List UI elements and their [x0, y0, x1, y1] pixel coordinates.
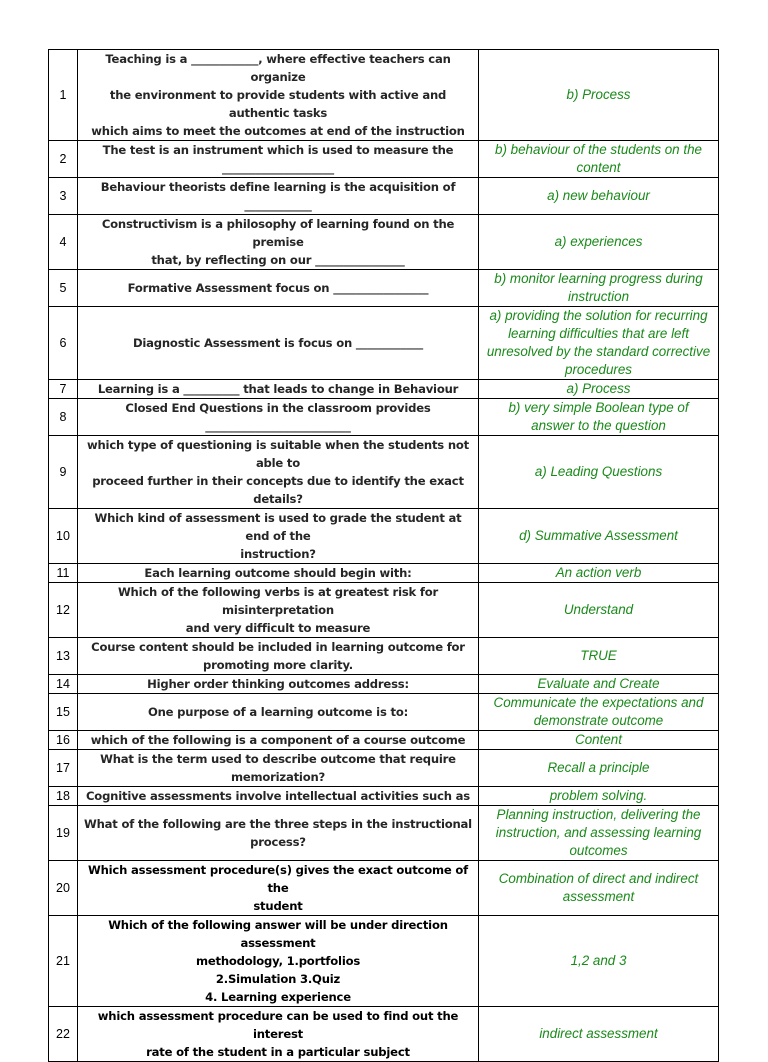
question-text-line: Course content should be included in learning outcome for: [91, 640, 465, 654]
question-cell: [78, 731, 479, 750]
answer-cell: [479, 564, 719, 583]
row-number: 4: [49, 215, 78, 270]
table-row: [49, 731, 719, 750]
answer-text-line: TRUE: [580, 648, 617, 663]
question-text-line: process?: [250, 835, 306, 849]
question-text-line: memorization?: [230, 770, 326, 784]
question-text-line: which of the following is a component of a course outcome: [90, 733, 466, 747]
table-row: [49, 583, 719, 638]
answer-cell: [479, 806, 719, 861]
row-number: 9: [49, 436, 78, 509]
question-cell: [78, 270, 479, 307]
table-row: [49, 787, 719, 806]
question-cell: [78, 509, 479, 564]
row-number: 5: [49, 270, 78, 307]
row-number: 21: [49, 916, 78, 1007]
answer-text-line: a) providing the solution for recurring: [489, 308, 708, 323]
question-cell: [78, 675, 479, 694]
answer-text-line: Combination of direct and indirect: [498, 871, 699, 886]
question-text-line: Higher order thinking outcomes address:: [147, 677, 409, 691]
row-number: 1: [49, 50, 78, 141]
answer-text-line: d) Summative Assessment: [519, 528, 678, 543]
qa-table-body: [49, 50, 719, 1062]
question-cell: [78, 307, 479, 380]
answer-text-line: b) very simple Boolean type of: [508, 400, 689, 415]
question-text-line: Learning is a __________ that leads to change in Behaviour: [97, 382, 459, 396]
answer-text-line: instruction, and assessing learning: [495, 825, 702, 840]
row-number: 20: [49, 861, 78, 916]
question-text-line: Teaching is a ____________, where effective teachers can organize: [105, 52, 451, 84]
row-number: 13: [49, 638, 78, 675]
answer-cell: [479, 509, 719, 564]
row-number: 10: [49, 509, 78, 564]
answer-text-line: Content: [575, 732, 622, 747]
answer-text-line: Planning instruction, delivering the: [496, 807, 701, 822]
row-number: 18: [49, 787, 78, 806]
row-number: 12: [49, 583, 78, 638]
answer-cell: [479, 731, 719, 750]
question-cell: [78, 694, 479, 731]
question-text-line: Diagnostic Assessment is focus on ____________: [132, 336, 424, 350]
row-number: 8: [49, 399, 78, 436]
table-row: [49, 694, 719, 731]
question-cell: [78, 806, 479, 861]
question-cell: [78, 50, 479, 141]
row-number: 6: [49, 307, 78, 380]
row-number: 2: [49, 141, 78, 178]
question-text-line: rate of the student in a particular subject: [146, 1045, 410, 1059]
answer-text-line: instruction: [567, 289, 630, 304]
answer-text-line: problem solving.: [549, 788, 648, 803]
question-cell: [78, 436, 479, 509]
answer-text-line: Understand: [563, 602, 634, 617]
question-text-line: student: [253, 899, 303, 913]
question-text-line: __________________________: [205, 419, 351, 433]
question-text-line: One purpose of a learning outcome is to:: [147, 705, 409, 719]
question-cell: [78, 141, 479, 178]
question-cell: [78, 1007, 479, 1062]
question-text-line: instruction?: [240, 547, 316, 561]
question-text-line: which assessment procedure can be used to find out the interest: [97, 1009, 459, 1041]
answer-cell: [479, 307, 719, 380]
answer-text-line: assessment: [562, 889, 635, 904]
table-row: [49, 399, 719, 436]
question-text-line: Cognitive assessments involve intellectual activities such as: [86, 789, 470, 803]
question-text-line: promoting more clarity.: [203, 658, 353, 672]
answer-text-line: a) new behaviour: [547, 188, 650, 203]
table-row: [49, 307, 719, 380]
answer-text-line: unresolved by the standard corrective: [486, 344, 711, 359]
answer-text-line: b) Process: [566, 87, 631, 102]
question-cell: [78, 583, 479, 638]
row-number: 14: [49, 675, 78, 694]
answer-text-line: a) experiences: [554, 234, 643, 249]
question-text-line: The test is an instrument which is used to measure the: [102, 143, 454, 157]
table-row: [49, 270, 719, 307]
question-text-line: Which assessment procedure(s) gives the exact outcome of the: [88, 863, 468, 895]
row-number: 15: [49, 694, 78, 731]
answer-cell: [479, 694, 719, 731]
table-row: [49, 638, 719, 675]
question-text-line: What is the term used to describe outcome that require: [100, 752, 456, 766]
row-number: 3: [49, 178, 78, 215]
table-row: [49, 380, 719, 399]
question-text-line: that, by reflecting on our ________________: [151, 253, 405, 267]
table-row: [49, 436, 719, 509]
question-cell: [78, 564, 479, 583]
table-row: [49, 141, 719, 178]
answer-cell: [479, 675, 719, 694]
answer-text-line: An action verb: [555, 565, 642, 580]
question-text-line: 2.Simulation 3.Quiz: [215, 972, 341, 986]
answer-cell: [479, 787, 719, 806]
answer-text-line: a) Process: [566, 381, 631, 396]
question-text-line: Behaviour theorists define learning is the acquisition of: [100, 180, 456, 194]
question-text-line: Each learning outcome should begin with:: [144, 566, 412, 580]
answer-text-line: b) behaviour of the students on the: [495, 142, 702, 157]
qa-table: [48, 49, 719, 1062]
question-cell: [78, 215, 479, 270]
answer-text-line: demonstrate outcome: [533, 713, 664, 728]
table-row: [49, 1007, 719, 1062]
answer-text-line: Evaluate and Create: [537, 676, 660, 691]
answer-text-line: 1,2 and 3: [570, 953, 627, 968]
table-row: [49, 675, 719, 694]
answer-cell: [479, 178, 719, 215]
answer-cell: [479, 750, 719, 787]
table-row: [49, 564, 719, 583]
answer-cell: [479, 141, 719, 178]
answer-cell: [479, 436, 719, 509]
answer-cell: [479, 583, 719, 638]
answer-text-line: Communicate the expectations and: [493, 695, 704, 710]
question-cell: [78, 178, 479, 215]
answer-cell: [479, 916, 719, 1007]
question-text-line: ____________________: [222, 161, 334, 175]
question-text-line: which type of questioning is suitable when the students not able to: [86, 438, 469, 470]
question-cell: [78, 380, 479, 399]
answer-text-line: content: [576, 160, 621, 175]
answer-text-line: outcomes: [569, 843, 628, 858]
table-row: [49, 861, 719, 916]
answer-cell: [479, 50, 719, 141]
question-text-line: What of the following are the three steps in the instructional: [84, 817, 472, 831]
question-text-line: proceed further in their concepts due to identify the exact details?: [92, 474, 464, 506]
table-row: [49, 178, 719, 215]
question-cell: [78, 787, 479, 806]
question-cell: [78, 861, 479, 916]
question-cell: [78, 399, 479, 436]
row-number: 7: [49, 380, 78, 399]
question-text-line: methodology, 1.portfolios: [195, 954, 361, 968]
answer-cell: [479, 380, 719, 399]
answer-text-line: procedures: [565, 362, 632, 377]
row-number: 11: [49, 564, 78, 583]
question-text-line: Which of the following answer will be under direction assessment: [108, 918, 448, 950]
table-row: [49, 509, 719, 564]
row-number: 19: [49, 806, 78, 861]
table-row: [49, 750, 719, 787]
answer-cell: [479, 215, 719, 270]
question-text-line: and very difficult to measure: [185, 621, 371, 635]
question-text-line: which aims to meet the outcomes at end of the instruction: [91, 124, 465, 138]
answer-text-line: indirect assessment: [539, 1026, 658, 1041]
answer-cell: [479, 399, 719, 436]
question-text-line: the environment to provide students with active and authentic tasks: [109, 88, 447, 120]
question-text-line: Which of the following verbs is at greatest risk for misinterpretation: [117, 585, 439, 617]
question-text-line: Closed End Questions in the classroom provides: [125, 401, 431, 415]
answer-cell: [479, 1007, 719, 1062]
answer-text-line: learning difficulties that are left: [508, 326, 689, 341]
question-cell: [78, 750, 479, 787]
question-text-line: ____________: [244, 198, 312, 212]
table-row: [49, 806, 719, 861]
row-number: 22: [49, 1007, 78, 1062]
answer-text-line: Recall a principle: [547, 760, 650, 775]
answer-text-line: answer to the question: [531, 418, 666, 433]
question-text-line: Constructivism is a philosophy of learning found on the premise: [101, 217, 455, 249]
table-row: [49, 916, 719, 1007]
answer-text-line: a) Leading Questions: [534, 464, 663, 479]
answer-cell: [479, 270, 719, 307]
answer-cell: [479, 638, 719, 675]
row-number: 17: [49, 750, 78, 787]
table-row: [49, 215, 719, 270]
question-cell: [78, 638, 479, 675]
question-text-line: Formative Assessment focus on _________________: [127, 281, 429, 295]
table-row: [49, 50, 719, 141]
row-number: 16: [49, 731, 78, 750]
question-text-line: Which kind of assessment is used to grade the student at end of the: [94, 511, 462, 543]
question-cell: [78, 916, 479, 1007]
answer-text-line: b) monitor learning progress during: [494, 271, 703, 286]
answer-cell: [479, 861, 719, 916]
question-text-line: 4. Learning experience: [205, 990, 351, 1004]
